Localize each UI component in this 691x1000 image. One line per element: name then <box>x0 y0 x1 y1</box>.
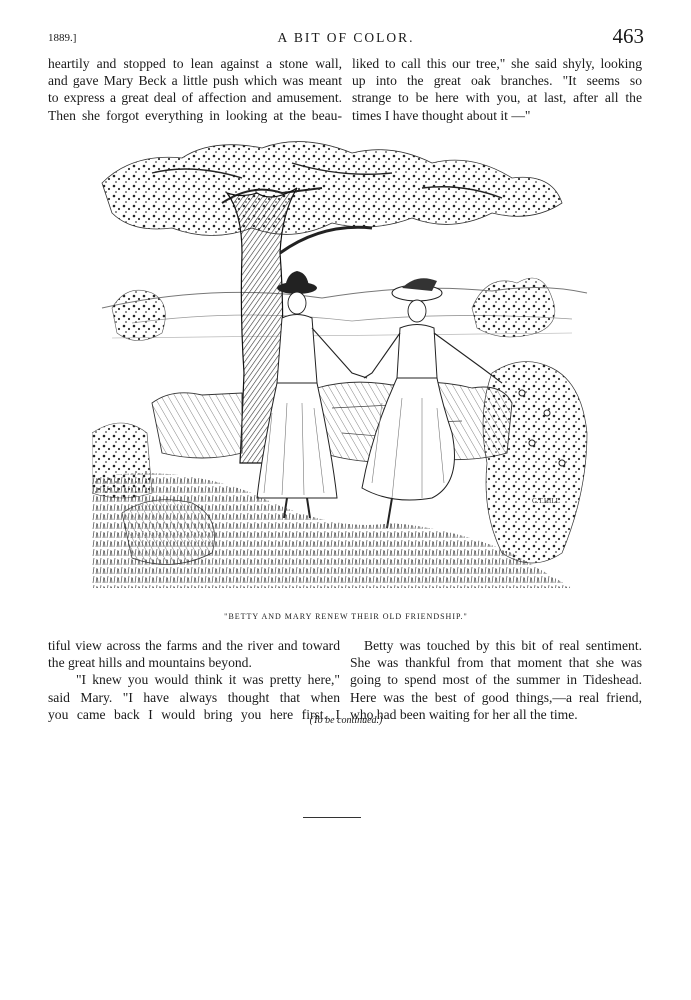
text-line: and gave Mary Beck a little push which was meant <box>48 73 342 89</box>
article-title: A BIT OF COLOR. <box>277 30 415 45</box>
text-line: who had been waiting for her all the time. <box>350 706 578 722</box>
text-line: Here was the best of good things,—a real friend, <box>350 689 642 705</box>
text-line: up into the great oak branches. "It seems so <box>352 73 642 89</box>
text-line: liked to call this our tree," she said shyly, looking <box>352 56 642 71</box>
paragraph <box>352 55 642 124</box>
bottom-right-column <box>350 637 642 723</box>
text-line: times I have thought about it —" <box>352 107 531 123</box>
page-number: 463 <box>612 24 644 48</box>
text-line: heartily and stopped to lean against a stone wall, <box>48 56 342 71</box>
bottom-left-column <box>48 637 340 723</box>
text-line: "I knew you would think it was pretty here," <box>76 672 340 688</box>
text-line: to express a great deal of affection and amusement. <box>48 90 342 106</box>
paragraph <box>350 637 642 723</box>
text-line: Then she forgot everything in looking at the beau- <box>48 107 342 123</box>
top-right-column <box>352 55 642 124</box>
text-line: going to spend most of the summer in Tideshead. <box>350 672 642 688</box>
to-be-continued-note: (To be continued.) <box>309 715 383 726</box>
text-line: tiful view across the farms and the river and toward <box>48 638 340 653</box>
stone-wall <box>152 382 512 462</box>
text-line: said Mary. "I have always thought that when <box>48 689 340 705</box>
artist-signature: C.T.HILL <box>532 497 560 505</box>
text-line: the great hills and mountains beyond. <box>48 655 252 671</box>
issue-date: 1889.] <box>48 32 77 44</box>
top-left-column <box>48 55 342 124</box>
engraving-illustration <box>92 133 592 598</box>
text-line: you came back I would bring you here first. I <box>48 706 340 722</box>
illustration-caption: "BETTY AND MARY RENEW THEIR OLD FRIENDSHIP." <box>224 612 468 621</box>
text-line: She was thankful from that moment that she was <box>350 655 642 671</box>
paragraph <box>48 55 342 124</box>
background-trees <box>112 278 555 341</box>
flowering-bush <box>483 362 587 563</box>
section-end-rule <box>303 817 361 818</box>
text-line: Betty was touched by this bit of real sentiment. <box>364 638 642 653</box>
tree-canopy <box>102 142 562 236</box>
running-head <box>48 24 644 52</box>
paragraph <box>48 637 340 671</box>
text-line: strange to be here with you, at last, after all the <box>352 90 642 106</box>
